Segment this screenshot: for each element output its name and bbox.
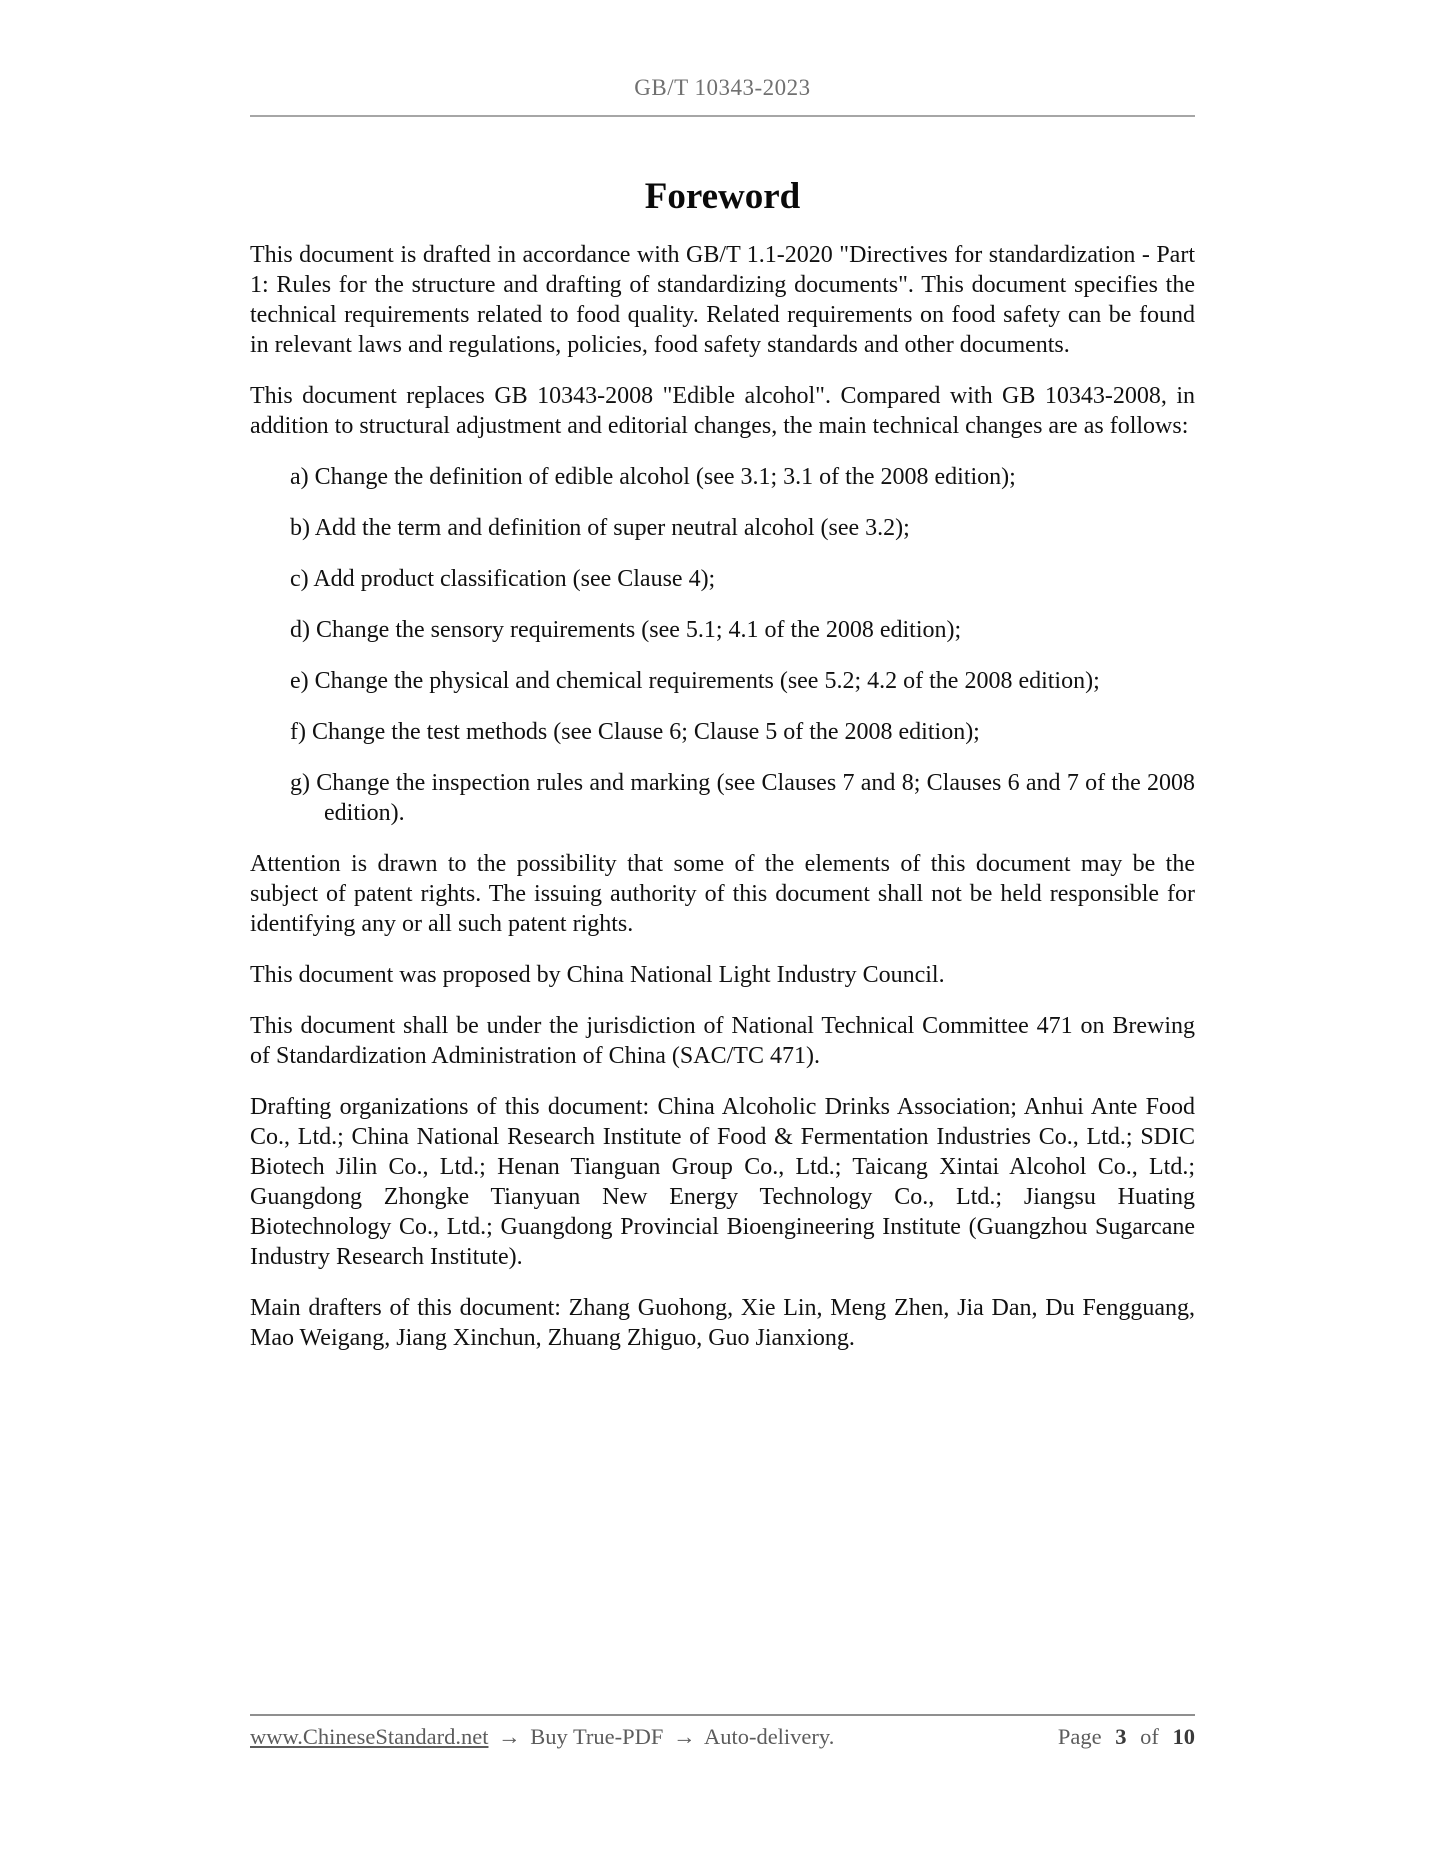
change-item-b [250,513,1195,543]
page-number-indicator [1050,1723,1195,1750]
footer-buy-text: Buy True-PDF [530,1724,664,1749]
change-text: Add product classification (see Clause 4); [313,566,716,592]
change-label: e) [290,668,309,694]
footer-source [250,1723,834,1750]
change-label: f) [290,719,306,745]
change-text: Change the test methods (see Clause 6; Clause 5 of the 2008 edition); [311,719,980,745]
page-header [250,0,1195,117]
change-text: Change the sensory requirements (see 5.1; 4.1 of the 2008 edition); [316,617,962,643]
change-text: Change the inspection rules and marking (see Clauses 7 and 8; Clauses 6 and 7 of the 2008 edition). [316,770,1196,826]
change-text: Change the physical and chemical requirements (see 5.2; 4.2 of the 2008 edition); [314,668,1100,694]
arrow-right-icon: → [498,1724,521,1749]
changes-list [250,462,1195,828]
paragraph-patent-notice: Attention is drawn to the possibility that some of the elements of this document may be the subject of patent rights. The issuing authority of this document shall not be held responsible for identifying any or all such patent rights. [250,851,1195,937]
paragraph-main-drafters: Main drafters of this document: Zhang Guohong, Xie Lin, Meng Zhen, Jia Dan, Du Fengguang, Mao Weigang, Jiang Xinchun, Zhuang Zhiguo, Guo Jianxiong. [250,1295,1195,1351]
change-label: b) [290,515,310,541]
change-item-d [250,615,1195,645]
change-item-a [250,462,1195,492]
standard-number: GB/T 10343-2023 [634,75,811,100]
footer-delivery-text: Auto-delivery. [703,1724,835,1749]
change-item-f [250,717,1195,747]
change-item-c [250,564,1195,594]
change-item-g [250,768,1195,828]
page-footer [250,1714,1195,1750]
paragraph-jurisdiction: This document shall be under the jurisdiction of National Technical Committee 471 on Brewing of Standardization Administration of China (SAC/TC 471). [250,1013,1195,1069]
change-label: g) [290,770,310,796]
arrow-right-icon: → [673,1724,696,1749]
change-text: Change the definition of edible alcohol (see 3.1; 3.1 of the 2008 edition); [314,464,1016,490]
change-text: Add the term and definition of super neutral alcohol (see 3.2); [314,515,910,541]
paragraph-proposed-by: This document was proposed by China National Light Industry Council. [250,962,945,988]
change-item-e [250,666,1195,696]
change-label: d) [290,617,310,643]
website-link[interactable]: www.ChineseStandard.net [250,1724,489,1749]
paragraph-intro: This document is drafted in accordance with GB/T 1.1-2020 "Directives for standardization - Part 1: Rules for the structure and drafting of standardizing documents". This document specifies the technical requirements related to food quality. Related requirements on food safety can be found in relevant laws and regulations, policies, food safety standards and other documents. [250,242,1195,358]
page-total: 10 [1172,1724,1195,1749]
page-title: Foreword [644,176,801,217]
page-current: 3 [1115,1724,1127,1749]
page-of-label: of [1140,1724,1159,1749]
change-label: c) [290,566,309,592]
page-label: Page [1057,1724,1102,1749]
paragraph-drafting-organizations: Drafting organizations of this document: China Alcoholic Drinks Association; Anhui Ante Food Co., Ltd.; China National Research Institute of Food & Fermentation Industries Co., Ltd.; SDIC Biotech Jilin Co., Ltd.; Henan Tianguan Group Co., Ltd.; Taicang Xintai Alcohol Co., Ltd.; Guangdong Zhongke Tianyuan New Energy Technology Co., Ltd.; Jiangsu Huating Biotechnology Co., Ltd.; Guangdong Provincial Bioengineering Institute (Guangzhou Sugarcane Industry Research Institute). [250,1094,1195,1270]
change-label: a) [290,464,309,490]
header-divider [250,115,1195,117]
paragraph-replaces: This document replaces GB 10343-2008 "Edible alcohol". Compared with GB 10343-2008, in addition to structural adjustment and editorial changes, the main technical changes are as follows: [250,383,1195,439]
